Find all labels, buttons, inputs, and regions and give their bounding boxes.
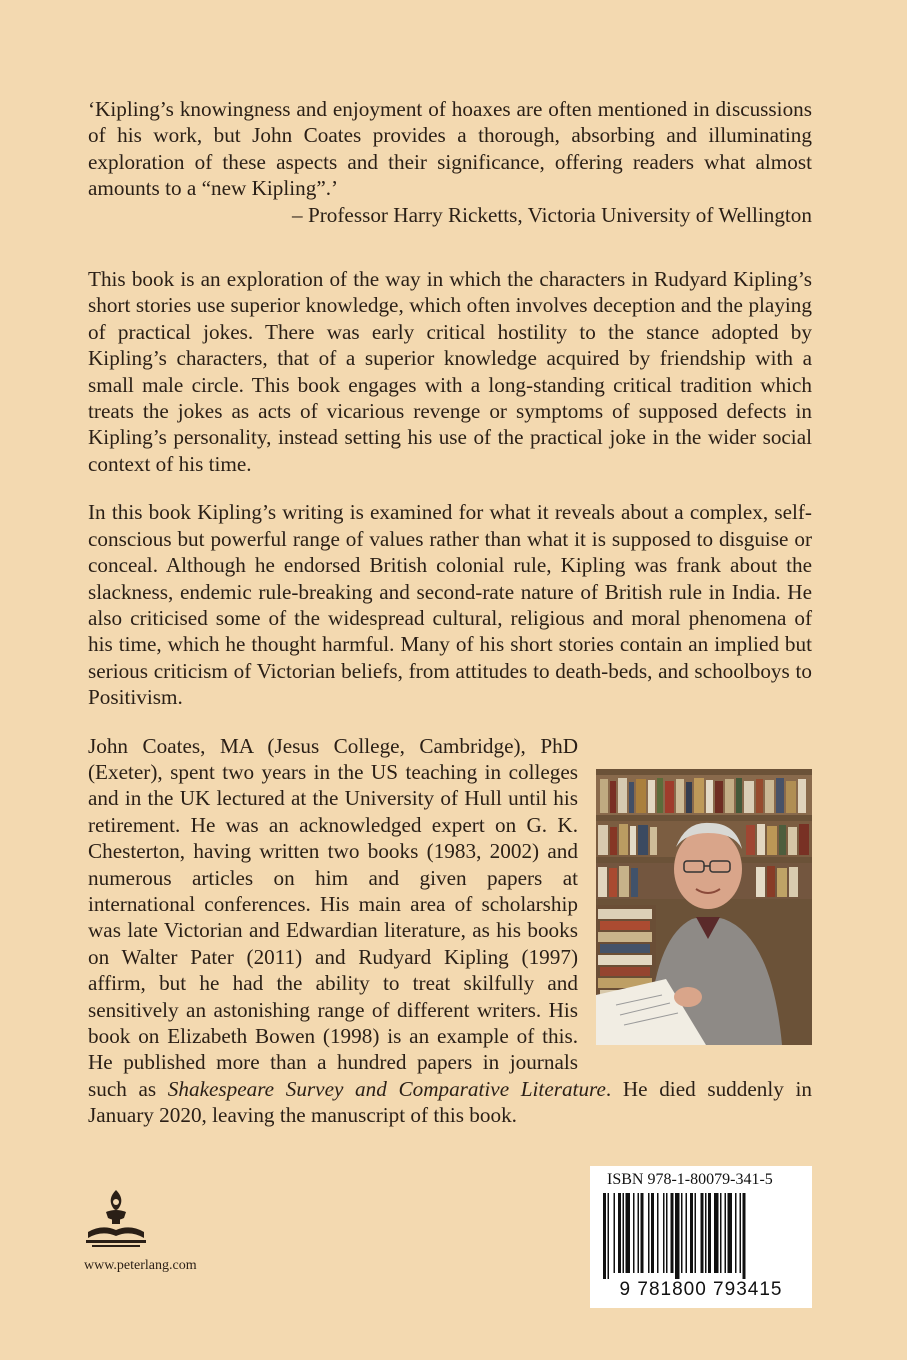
endorsement-quote: ‘Kipling’s knowingness and enjoyment of hoaxes are often mentioned in discussions of his work, but John Coates provides a thorough, absorbing and illuminating exploration of these aspects and their significance, offering readers what almost amounts to a “new Kipling”.’ — [88, 97, 812, 201]
barcode-bar — [626, 1193, 631, 1273]
author-bio-journals: Shakespeare Survey and Comparative Literature — [167, 1076, 606, 1101]
peter-lang-logo-icon — [84, 1188, 148, 1248]
barcode-bar — [663, 1193, 665, 1273]
barcode-bar — [705, 1193, 707, 1273]
barcode-bar — [725, 1193, 727, 1273]
isbn-label: ISBN 978-1-80079-341-5 — [607, 1171, 773, 1188]
barcode-bar — [735, 1193, 737, 1273]
barcode-bar — [695, 1193, 697, 1273]
barcode-bar — [708, 1193, 711, 1273]
barcode-icon — [601, 1193, 801, 1279]
barcode-bar — [675, 1193, 680, 1279]
author-bio — [88, 733, 812, 1129]
barcode-bar — [690, 1193, 693, 1273]
barcode-bar — [701, 1193, 704, 1273]
website-link: www.peterlang.com — [84, 1258, 197, 1273]
back-cover-text — [88, 96, 812, 1129]
barcode-bar — [648, 1193, 650, 1273]
description-paragraph-2: In this book Kipling’s writing is examined for what it reveals about a complex, self-conscious but powerful range of values rather than what it is supposed to disguise or conceal. Although he endorsed British colonial rule, Kipling was frank about the slackness, endemic rule-breaking and second-rate nature of British rule in India. He also criticised some of the widespread cultural, religious and moral phenomena of his time, which he thought harmful. Many of his short stories contain an implied but serious criticism of Victorian beliefs, from attitudes to death-beds, and schoolboys to Positivism. — [88, 500, 812, 710]
barcode-bar — [608, 1193, 610, 1279]
barcode-bar — [686, 1193, 688, 1273]
author-bio-part-2: . He died suddenly in January 2020, leaving the manuscript of this book. — [88, 1076, 812, 1128]
barcode-bar — [714, 1193, 719, 1273]
description-paragraph-1: This book is an exploration of the way in which the characters in Rudyard Kipling’s short stories use superior knowledge, which often involves deception and the playing of practical jokes. There was early critical hostility to the stance adopted by Kipling’s characters, that of a superior knowledge acquired by friendship with a small male circle. This book engages with a long-standing critical tradition which treats the jokes as acts of vicarious revenge or symptoms of supposed defects in Kipling’s personality, instead setting his use of the practical joke in the wider social context of his time. — [88, 267, 812, 476]
barcode-bar — [720, 1193, 722, 1273]
barcode-bar — [657, 1193, 659, 1273]
barcode-bar — [666, 1193, 668, 1273]
barcode-bar — [681, 1193, 683, 1273]
barcode-bar — [623, 1193, 625, 1273]
endorsement-attribution: – Professor Harry Ricketts, Victoria University of Wellington — [292, 202, 812, 227]
barcode-bar — [671, 1193, 674, 1273]
barcode-bar — [728, 1193, 733, 1273]
barcode-bar — [603, 1193, 606, 1279]
barcode-bar — [614, 1193, 616, 1273]
barcode-bar — [618, 1193, 621, 1273]
barcode-digits: 9 781800 793415 — [619, 1279, 783, 1300]
author-photo — [596, 769, 812, 1045]
barcode-bar — [740, 1193, 742, 1273]
barcode-bar — [641, 1193, 644, 1273]
barcode-bar — [651, 1193, 654, 1273]
barcode-bar — [633, 1193, 635, 1273]
isbn-barcode-box — [590, 1166, 812, 1308]
barcode-bar — [743, 1193, 746, 1279]
barcode-bar — [638, 1193, 640, 1273]
author-bio-part-1: John Coates, MA (Jesus College, Cambridge), PhD (Exeter), spent two years in the US teaching in colleges and in the UK lectured at the University of Hull until his retirement. He was an acknowledged expert on G. K. Chesterton, having written two books (1983, 2002) and numerous articles on him and given papers at international conferences. His main area of scholarship was late Victorian and Edwardian literature, as his books on Walter Pater (2011) and Rudyard Kipling (1997) affirm, but he had the ability to treat skilfully and sensitively an astonishing range of different writers. His book on Elizabeth Bowen (1998) is an example of this. He published more than a hundred papers in journals such as — [88, 733, 578, 1101]
